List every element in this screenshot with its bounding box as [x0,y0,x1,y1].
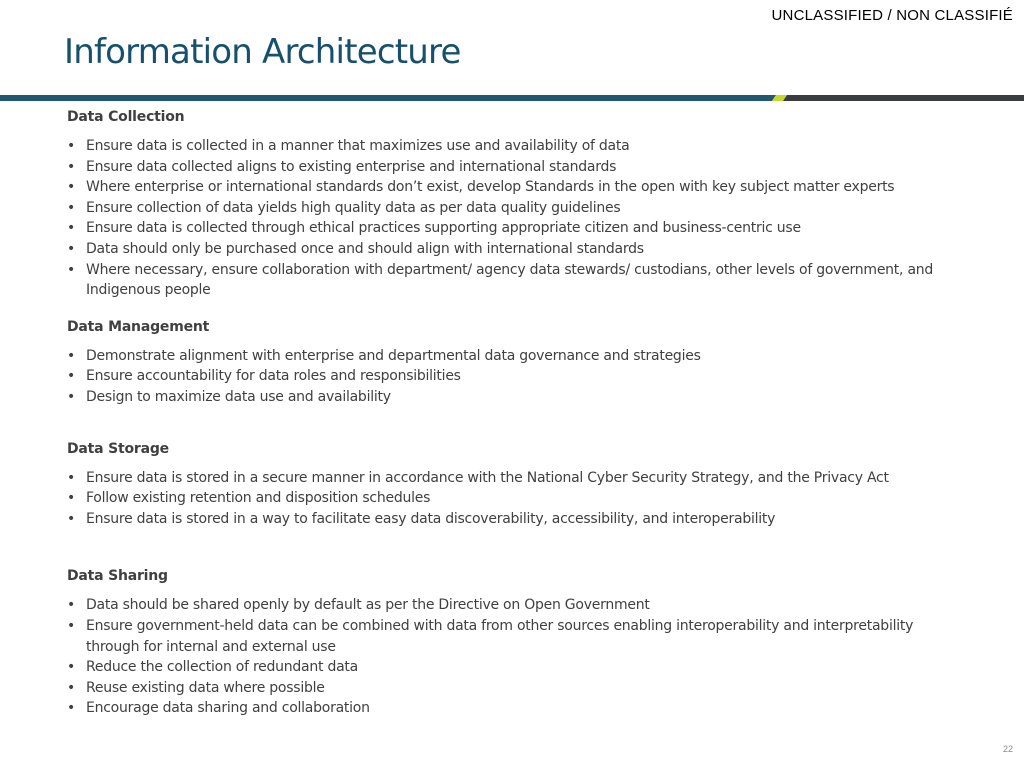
bullet-item: • Ensure data is collected through ethical practices supporting appropriate citizen and business-centric use [67,218,967,239]
bullet-list [67,136,967,301]
bullet-item: • Ensure data collected aligns to existing enterprise and international standards [67,157,967,178]
bullet-item: • Design to maximize data use and availability [67,387,967,408]
section-data-management [67,317,967,408]
page-title: Information Architecture [64,32,461,72]
section-heading: Data Sharing [67,568,168,585]
bullet-item: • Data should only be purchased once and should align with international standards [67,239,967,260]
bullet-item: • Ensure accountability for data roles and responsibilities [67,366,967,387]
bullet-item: • Ensure data is collected in a manner that maximizes use and availability of data [67,136,967,157]
page-number: 22 [1002,744,1013,754]
section-data-storage [67,439,967,530]
section-heading: Data Management [67,318,210,335]
bullet-item: • Ensure data is stored in a way to facilitate easy data discoverability, accessibility, and interoperability [67,509,967,530]
bullet-item: • Where necessary, ensure collaboration with department/ agency data stewards/ custodians, other levels of government, and Indigenous people [67,260,967,301]
bullet-item: • Ensure government-held data can be combined with data from other sources enabling interoperability and interpretability through for internal and external use [67,616,967,657]
bullet-item: • Demonstrate alignment with enterprise and departmental data governance and strategies [67,346,967,367]
bullet-item: • Ensure data is stored in a secure manner in accordance with the National Cyber Security Strategy, and the Privacy Act [67,468,967,489]
bullet-item: • Reuse existing data where possible [67,678,967,699]
bullet-item: • Encourage data sharing and collaboration [67,698,967,719]
section-heading: Data Storage [67,440,169,457]
bullet-item: • Ensure collection of data yields high quality data as per data quality guidelines [67,198,967,219]
content-body [67,107,967,719]
bullet-item: • Where enterprise or international standards don’t exist, develop Standards in the open with key subject matter experts [67,177,967,198]
bullet-list [67,595,967,719]
classification-label: UNCLASSIFIED / NON CLASSIFIÉ [771,7,1013,24]
section-heading: Data Collection [67,109,185,125]
bullet-item: • Data should be shared openly by default as per the Directive on Open Government [67,595,967,616]
bullet-item: • Follow existing retention and disposition schedules [67,488,967,509]
bullet-item: • Reduce the collection of redundant data [67,657,967,678]
bullet-list [67,468,967,530]
bullet-list [67,346,967,408]
header-divider-band [0,95,1024,101]
section-data-collection [67,107,967,301]
section-data-sharing [67,566,967,719]
